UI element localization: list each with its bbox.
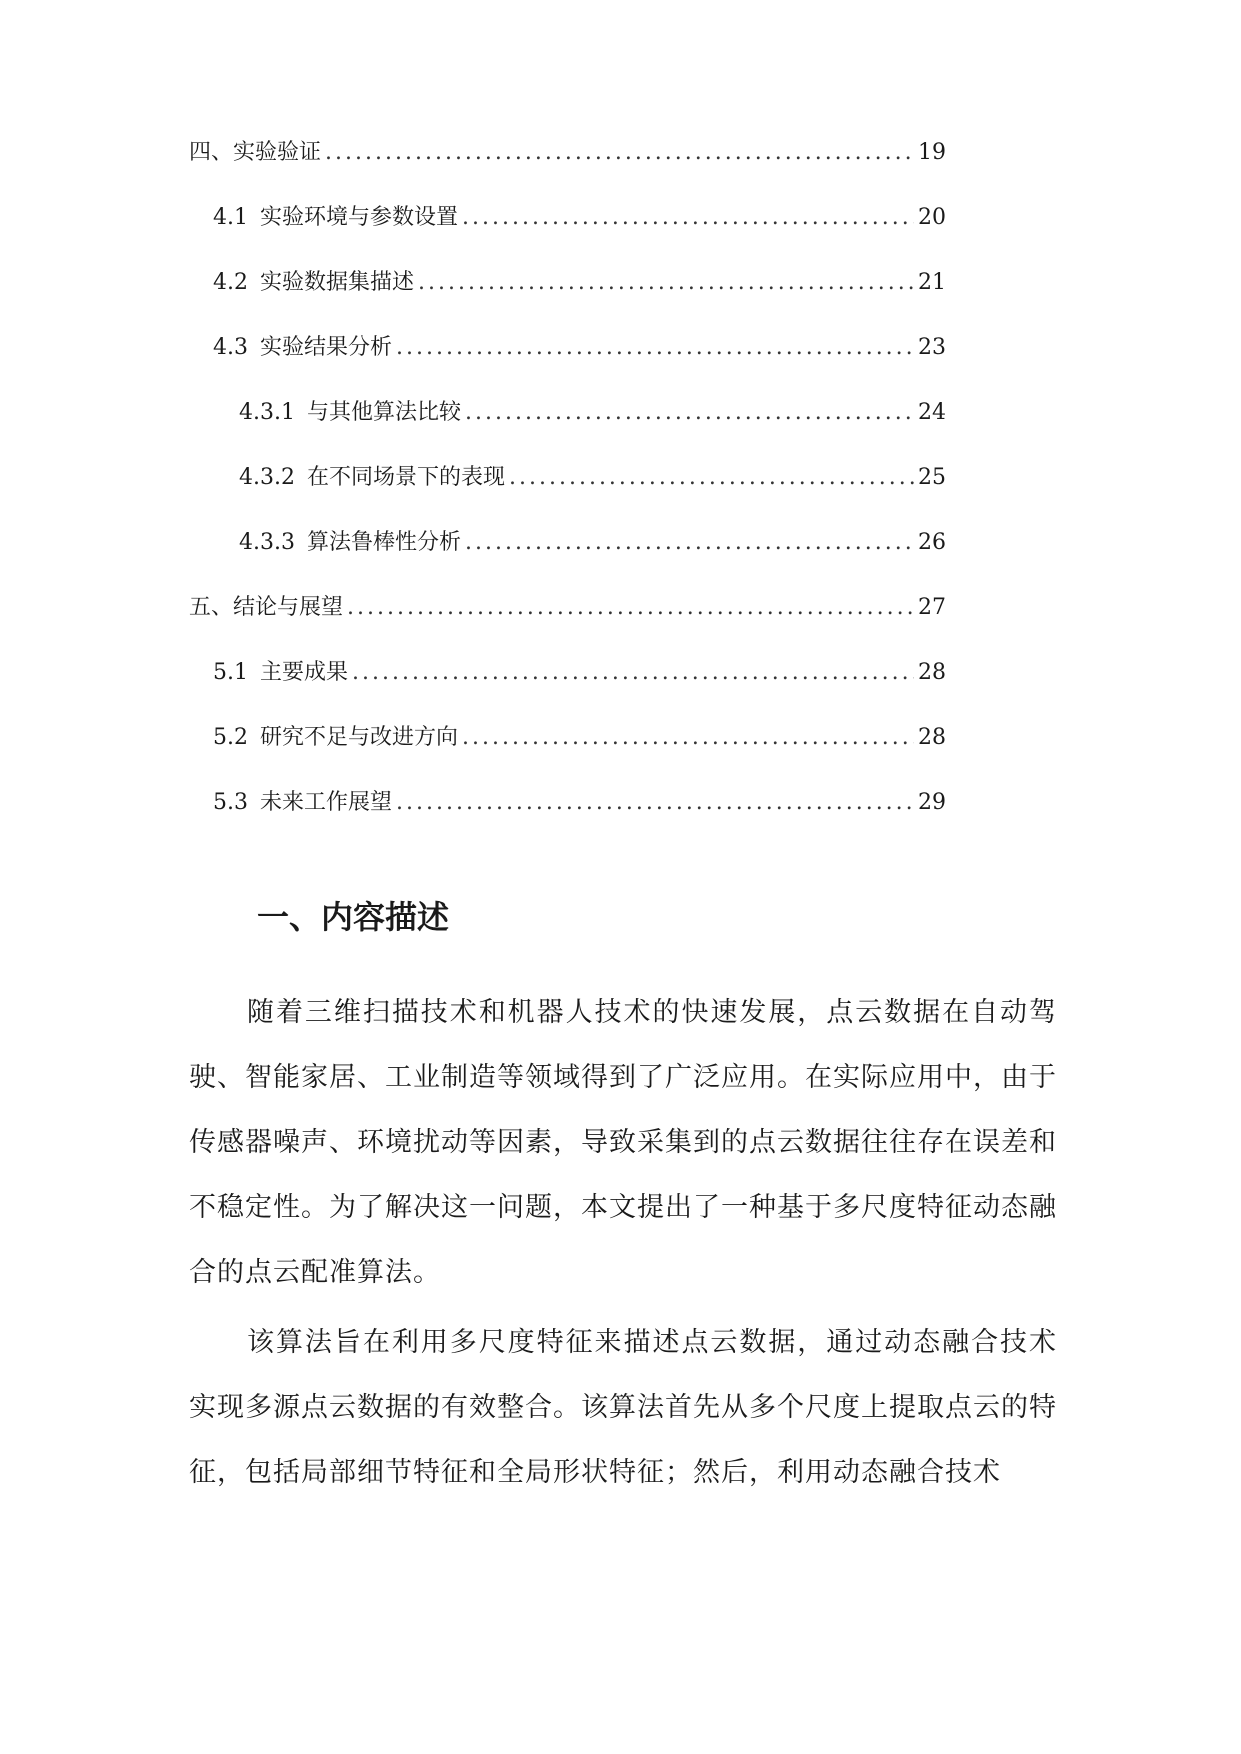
- toc-entry-page: 20: [918, 205, 946, 230]
- toc-entry[interactable]: [189, 530, 946, 595]
- toc-entry-page: 29: [918, 790, 946, 815]
- table-of-contents: [189, 140, 946, 855]
- toc-entry[interactable]: [189, 465, 946, 530]
- toc-entry-page: 28: [918, 725, 946, 750]
- toc-leader-dots: [396, 790, 914, 816]
- toc-entry-number: 4.3.1: [239, 400, 295, 425]
- toc-entry-page: 23: [918, 335, 946, 360]
- toc-entry[interactable]: [189, 400, 946, 465]
- toc-entry[interactable]: [189, 270, 946, 335]
- toc-leader-dots: [418, 270, 914, 296]
- toc-entry[interactable]: [189, 205, 946, 270]
- toc-entry[interactable]: [189, 335, 946, 400]
- toc-leader-dots: [396, 335, 914, 361]
- toc-entry-page: 27: [918, 595, 946, 620]
- toc-entry-title: 主要成果: [260, 660, 349, 685]
- toc-entry-number: 5.3: [213, 790, 248, 815]
- toc-entry-title: 实验结果分析: [260, 335, 393, 360]
- toc-entry-page: 28: [918, 660, 946, 685]
- toc-entry[interactable]: [189, 595, 946, 660]
- toc-entry-title: 在不同场景下的表现: [306, 465, 505, 490]
- toc-entry-title: 实验数据集描述: [260, 270, 415, 295]
- toc-entry-number: 4.1: [213, 205, 248, 230]
- toc-entry-title: 四、实验验证: [189, 140, 322, 165]
- toc-leader-dots: [462, 205, 914, 231]
- toc-entry-number: 4.2: [213, 270, 248, 295]
- toc-entry[interactable]: [189, 725, 946, 790]
- toc-entry-number: 4.3.3: [239, 530, 295, 555]
- toc-entry[interactable]: [189, 140, 946, 205]
- toc-entry-page: 25: [918, 465, 946, 490]
- toc-entry-title: 研究不足与改进方向: [260, 725, 459, 750]
- toc-leader-dots: [347, 595, 914, 621]
- toc-entry-number: 4.3.2: [239, 465, 295, 490]
- toc-entry-title: 实验环境与参数设置: [260, 205, 459, 230]
- toc-leader-dots: [462, 725, 914, 751]
- toc-entry[interactable]: [189, 790, 946, 855]
- body-paragraph: 随着三维扫描技术和机器人技术的快速发展，点云数据在自动驾驶、智能家居、工业制造等领域得到了广泛应用。在实际应用中，由于传感器噪声、环境扰动等因素，导致采集到的点云数据往往存在误差和不稳定性。为了解决这一问题，本文提出了一种基于多尺度特征动态融合的点云配准算法。: [189, 997, 1057, 1288]
- toc-entry-number: 5.1: [213, 660, 248, 685]
- toc-leader-dots: [325, 140, 914, 166]
- toc-entry-page: 26: [918, 530, 946, 555]
- toc-leader-dots: [352, 660, 914, 686]
- toc-entry-title: 未来工作展望: [260, 790, 393, 815]
- section-body: [189, 980, 1057, 1505]
- toc-entry-title: 与其他算法比较: [306, 400, 461, 425]
- toc-entry-number: 4.3: [213, 335, 248, 360]
- toc-leader-dots: [465, 400, 914, 426]
- toc-entry-page: 19: [918, 140, 946, 165]
- toc-entry-page: 24: [918, 400, 946, 425]
- section-heading: 一、内容描述: [257, 898, 450, 936]
- toc-entry-number: 5.2: [213, 725, 248, 750]
- body-paragraph: 该算法旨在利用多尺度特征来描述点云数据，通过动态融合技术实现多源点云数据的有效整合。该算法首先从多个尺度上提取点云的特征，包括局部细节特征和全局形状特征；然后，利用动态融合技术: [189, 1327, 1057, 1488]
- toc-entry[interactable]: [189, 660, 946, 725]
- toc-leader-dots: [465, 530, 914, 556]
- toc-entry-page: 21: [918, 270, 946, 295]
- toc-entry-title: 算法鲁棒性分析: [306, 530, 461, 555]
- toc-leader-dots: [509, 465, 914, 491]
- toc-entry-title: 五、结论与展望: [189, 595, 344, 620]
